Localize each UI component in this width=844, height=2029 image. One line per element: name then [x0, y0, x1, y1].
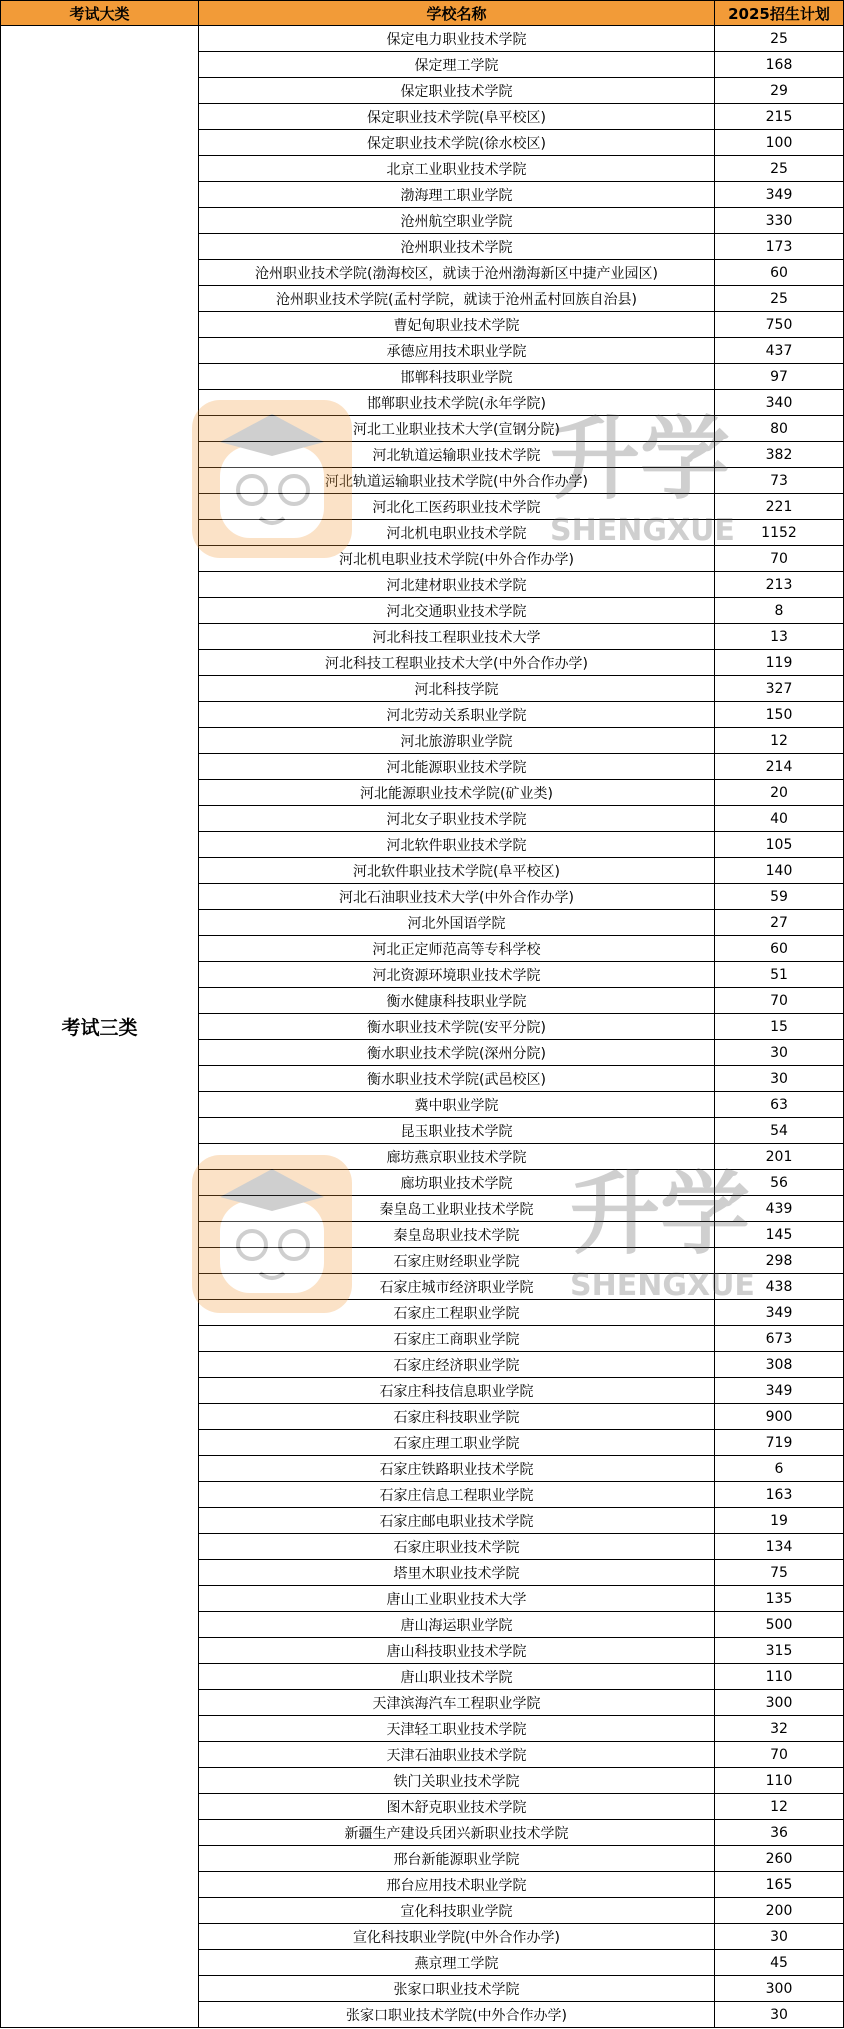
plan-cell: 110 [715, 1768, 844, 1794]
school-cell: 保定职业技术学院(徐水校区) [199, 130, 715, 156]
plan-cell: 25 [715, 26, 844, 52]
plan-cell: 173 [715, 234, 844, 260]
plan-cell: 13 [715, 624, 844, 650]
school-cell: 铁门关职业技术学院 [199, 1768, 715, 1794]
school-cell: 图木舒克职业技术学院 [199, 1794, 715, 1820]
plan-cell: 327 [715, 676, 844, 702]
plan-cell: 140 [715, 858, 844, 884]
school-cell: 昆玉职业技术学院 [199, 1118, 715, 1144]
school-cell: 沧州航空职业学院 [199, 208, 715, 234]
school-cell: 石家庄职业技术学院 [199, 1534, 715, 1560]
plan-cell: 119 [715, 650, 844, 676]
plan-cell: 19 [715, 1508, 844, 1534]
school-cell: 河北科技工程职业技术大学 [199, 624, 715, 650]
school-cell: 河北资源环境职业技术学院 [199, 962, 715, 988]
table-body [1, 26, 844, 2028]
plan-cell: 134 [715, 1534, 844, 1560]
plan-cell: 349 [715, 1378, 844, 1404]
school-cell: 塔里木职业技术学院 [199, 1560, 715, 1586]
plan-cell: 30 [715, 1040, 844, 1066]
school-cell: 河北机电职业技术学院 [199, 520, 715, 546]
school-cell: 廊坊燕京职业技术学院 [199, 1144, 715, 1170]
school-cell: 河北旅游职业学院 [199, 728, 715, 754]
watermark-en: SHENGXUE [550, 513, 735, 548]
plan-cell: 135 [715, 1586, 844, 1612]
school-cell: 保定理工学院 [199, 52, 715, 78]
plan-cell: 673 [715, 1326, 844, 1352]
school-cell: 邯郸科技职业学院 [199, 364, 715, 390]
plan-cell: 382 [715, 442, 844, 468]
plan-cell: 298 [715, 1248, 844, 1274]
watermark-cn: 升学 [550, 407, 730, 512]
school-cell: 秦皇岛职业技术学院 [199, 1222, 715, 1248]
school-cell: 冀中职业学院 [199, 1092, 715, 1118]
plan-cell: 719 [715, 1430, 844, 1456]
school-cell: 河北软件职业技术学院 [199, 832, 715, 858]
plan-cell: 45 [715, 1950, 844, 1976]
plan-cell: 308 [715, 1352, 844, 1378]
plan-cell: 168 [715, 52, 844, 78]
school-cell: 保定电力职业技术学院 [199, 26, 715, 52]
school-cell: 唐山科技职业技术学院 [199, 1638, 715, 1664]
school-cell: 渤海理工职业学院 [199, 182, 715, 208]
school-cell: 燕京理工学院 [199, 1950, 715, 1976]
school-cell: 天津轻工职业技术学院 [199, 1716, 715, 1742]
plan-cell: 214 [715, 754, 844, 780]
school-cell: 张家口职业技术学院(中外合作办学) [199, 2002, 715, 2028]
school-cell: 河北机电职业技术学院(中外合作办学) [199, 546, 715, 572]
plan-cell: 27 [715, 910, 844, 936]
plan-cell: 54 [715, 1118, 844, 1144]
school-cell: 保定职业技术学院(阜平校区) [199, 104, 715, 130]
category-cell: 考试三类 [1, 26, 199, 2028]
school-cell: 衡水职业技术学院(深州分院) [199, 1040, 715, 1066]
plan-cell: 36 [715, 1820, 844, 1846]
plan-cell: 260 [715, 1846, 844, 1872]
plan-cell: 438 [715, 1274, 844, 1300]
school-cell: 石家庄科技职业学院 [199, 1404, 715, 1430]
plan-cell: 100 [715, 130, 844, 156]
school-cell: 河北轨道运输职业技术学院 [199, 442, 715, 468]
plan-cell: 349 [715, 1300, 844, 1326]
school-cell: 邢台新能源职业学院 [199, 1846, 715, 1872]
plan-cell: 59 [715, 884, 844, 910]
plan-cell: 750 [715, 312, 844, 338]
header-category: 考试大类 [1, 1, 199, 26]
plan-cell: 340 [715, 390, 844, 416]
school-cell: 石家庄理工职业学院 [199, 1430, 715, 1456]
plan-cell: 437 [715, 338, 844, 364]
header-school: 学校名称 [199, 1, 715, 26]
plan-cell: 25 [715, 156, 844, 182]
plan-cell: 60 [715, 260, 844, 286]
plan-cell: 213 [715, 572, 844, 598]
plan-cell: 63 [715, 1092, 844, 1118]
school-cell: 天津石油职业技术学院 [199, 1742, 715, 1768]
school-cell: 曹妃甸职业技术学院 [199, 312, 715, 338]
plan-cell: 1152 [715, 520, 844, 546]
plan-cell: 70 [715, 988, 844, 1014]
school-cell: 唐山职业技术学院 [199, 1664, 715, 1690]
school-cell: 衡水健康科技职业学院 [199, 988, 715, 1014]
school-cell: 石家庄工商职业学院 [199, 1326, 715, 1352]
plan-cell: 40 [715, 806, 844, 832]
school-cell: 承德应用技术职业学院 [199, 338, 715, 364]
school-cell: 河北女子职业技术学院 [199, 806, 715, 832]
school-cell: 廊坊职业技术学院 [199, 1170, 715, 1196]
plan-cell: 30 [715, 1924, 844, 1950]
plan-cell: 165 [715, 1872, 844, 1898]
school-cell: 河北软件职业技术学院(阜平校区) [199, 858, 715, 884]
table-header-row [1, 1, 844, 26]
plan-cell: 500 [715, 1612, 844, 1638]
plan-cell: 60 [715, 936, 844, 962]
school-cell: 张家口职业技术学院 [199, 1976, 715, 2002]
plan-cell: 315 [715, 1638, 844, 1664]
school-cell: 河北劳动关系职业学院 [199, 702, 715, 728]
school-cell: 河北工业职业技术大学(宣钢分院) [199, 416, 715, 442]
plan-cell: 75 [715, 1560, 844, 1586]
plan-cell: 70 [715, 546, 844, 572]
watermark-en: SHENGXUE [570, 1268, 755, 1303]
plan-cell: 221 [715, 494, 844, 520]
school-cell: 石家庄邮电职业技术学院 [199, 1508, 715, 1534]
school-cell: 石家庄经济职业学院 [199, 1352, 715, 1378]
plan-cell: 150 [715, 702, 844, 728]
plan-cell: 145 [715, 1222, 844, 1248]
school-cell: 衡水职业技术学院(武邑校区) [199, 1066, 715, 1092]
header-plan: 2025招生计划 [715, 1, 844, 26]
school-cell: 河北外国语学院 [199, 910, 715, 936]
plan-cell: 15 [715, 1014, 844, 1040]
plan-cell: 349 [715, 182, 844, 208]
plan-cell: 56 [715, 1170, 844, 1196]
school-cell: 秦皇岛工业职业技术学院 [199, 1196, 715, 1222]
school-cell: 石家庄信息工程职业学院 [199, 1482, 715, 1508]
school-cell: 石家庄铁路职业技术学院 [199, 1456, 715, 1482]
plan-cell: 105 [715, 832, 844, 858]
plan-cell: 12 [715, 728, 844, 754]
school-cell: 邢台应用技术职业学院 [199, 1872, 715, 1898]
school-cell: 保定职业技术学院 [199, 78, 715, 104]
school-cell: 河北正定师范高等专科学校 [199, 936, 715, 962]
plan-cell: 215 [715, 104, 844, 130]
school-cell: 沧州职业技术学院(孟村学院，就读于沧州孟村回族自治县) [199, 286, 715, 312]
plan-cell: 20 [715, 780, 844, 806]
school-cell: 石家庄工程职业学院 [199, 1300, 715, 1326]
school-cell: 河北能源职业技术学院(矿业类) [199, 780, 715, 806]
plan-cell: 330 [715, 208, 844, 234]
plan-cell: 200 [715, 1898, 844, 1924]
school-cell: 石家庄城市经济职业学院 [199, 1274, 715, 1300]
school-cell: 河北轨道运输职业技术学院(中外合作办学) [199, 468, 715, 494]
school-cell: 石家庄财经职业学院 [199, 1248, 715, 1274]
watermark-cn: 升学 [570, 1162, 750, 1267]
school-cell: 唐山工业职业技术大学 [199, 1586, 715, 1612]
school-cell: 沧州职业技术学院(渤海校区，就读于沧州渤海新区中捷产业园区) [199, 260, 715, 286]
school-cell: 沧州职业技术学院 [199, 234, 715, 260]
plan-cell: 30 [715, 1066, 844, 1092]
table-row [1, 26, 844, 52]
school-cell: 宣化科技职业学院 [199, 1898, 715, 1924]
school-cell: 新疆生产建设兵团兴新职业技术学院 [199, 1820, 715, 1846]
school-cell: 河北能源职业技术学院 [199, 754, 715, 780]
plan-cell: 73 [715, 468, 844, 494]
school-cell: 河北建材职业技术学院 [199, 572, 715, 598]
school-cell: 河北科技学院 [199, 676, 715, 702]
school-cell: 衡水职业技术学院(安平分院) [199, 1014, 715, 1040]
school-cell: 河北科技工程职业技术大学(中外合作办学) [199, 650, 715, 676]
plan-cell: 300 [715, 1690, 844, 1716]
school-cell: 河北化工医药职业技术学院 [199, 494, 715, 520]
plan-cell: 163 [715, 1482, 844, 1508]
school-cell: 石家庄科技信息职业学院 [199, 1378, 715, 1404]
plan-cell: 300 [715, 1976, 844, 2002]
school-cell: 邯郸职业技术学院(永年学院) [199, 390, 715, 416]
school-cell: 宣化科技职业学院(中外合作办学) [199, 1924, 715, 1950]
plan-cell: 8 [715, 598, 844, 624]
school-cell: 唐山海运职业学院 [199, 1612, 715, 1638]
plan-cell: 110 [715, 1664, 844, 1690]
plan-cell: 51 [715, 962, 844, 988]
school-cell: 河北石油职业技术大学(中外合作办学) [199, 884, 715, 910]
school-cell: 天津滨海汽车工程职业学院 [199, 1690, 715, 1716]
school-cell: 北京工业职业技术学院 [199, 156, 715, 182]
school-cell: 河北交通职业技术学院 [199, 598, 715, 624]
plan-cell: 25 [715, 286, 844, 312]
plan-cell: 70 [715, 1742, 844, 1768]
plan-cell: 12 [715, 1794, 844, 1820]
plan-cell: 900 [715, 1404, 844, 1430]
plan-cell: 80 [715, 416, 844, 442]
plan-cell: 201 [715, 1144, 844, 1170]
plan-cell: 439 [715, 1196, 844, 1222]
plan-cell: 32 [715, 1716, 844, 1742]
plan-cell: 97 [715, 364, 844, 390]
plan-cell: 6 [715, 1456, 844, 1482]
plan-cell: 29 [715, 78, 844, 104]
plan-cell: 30 [715, 2002, 844, 2028]
